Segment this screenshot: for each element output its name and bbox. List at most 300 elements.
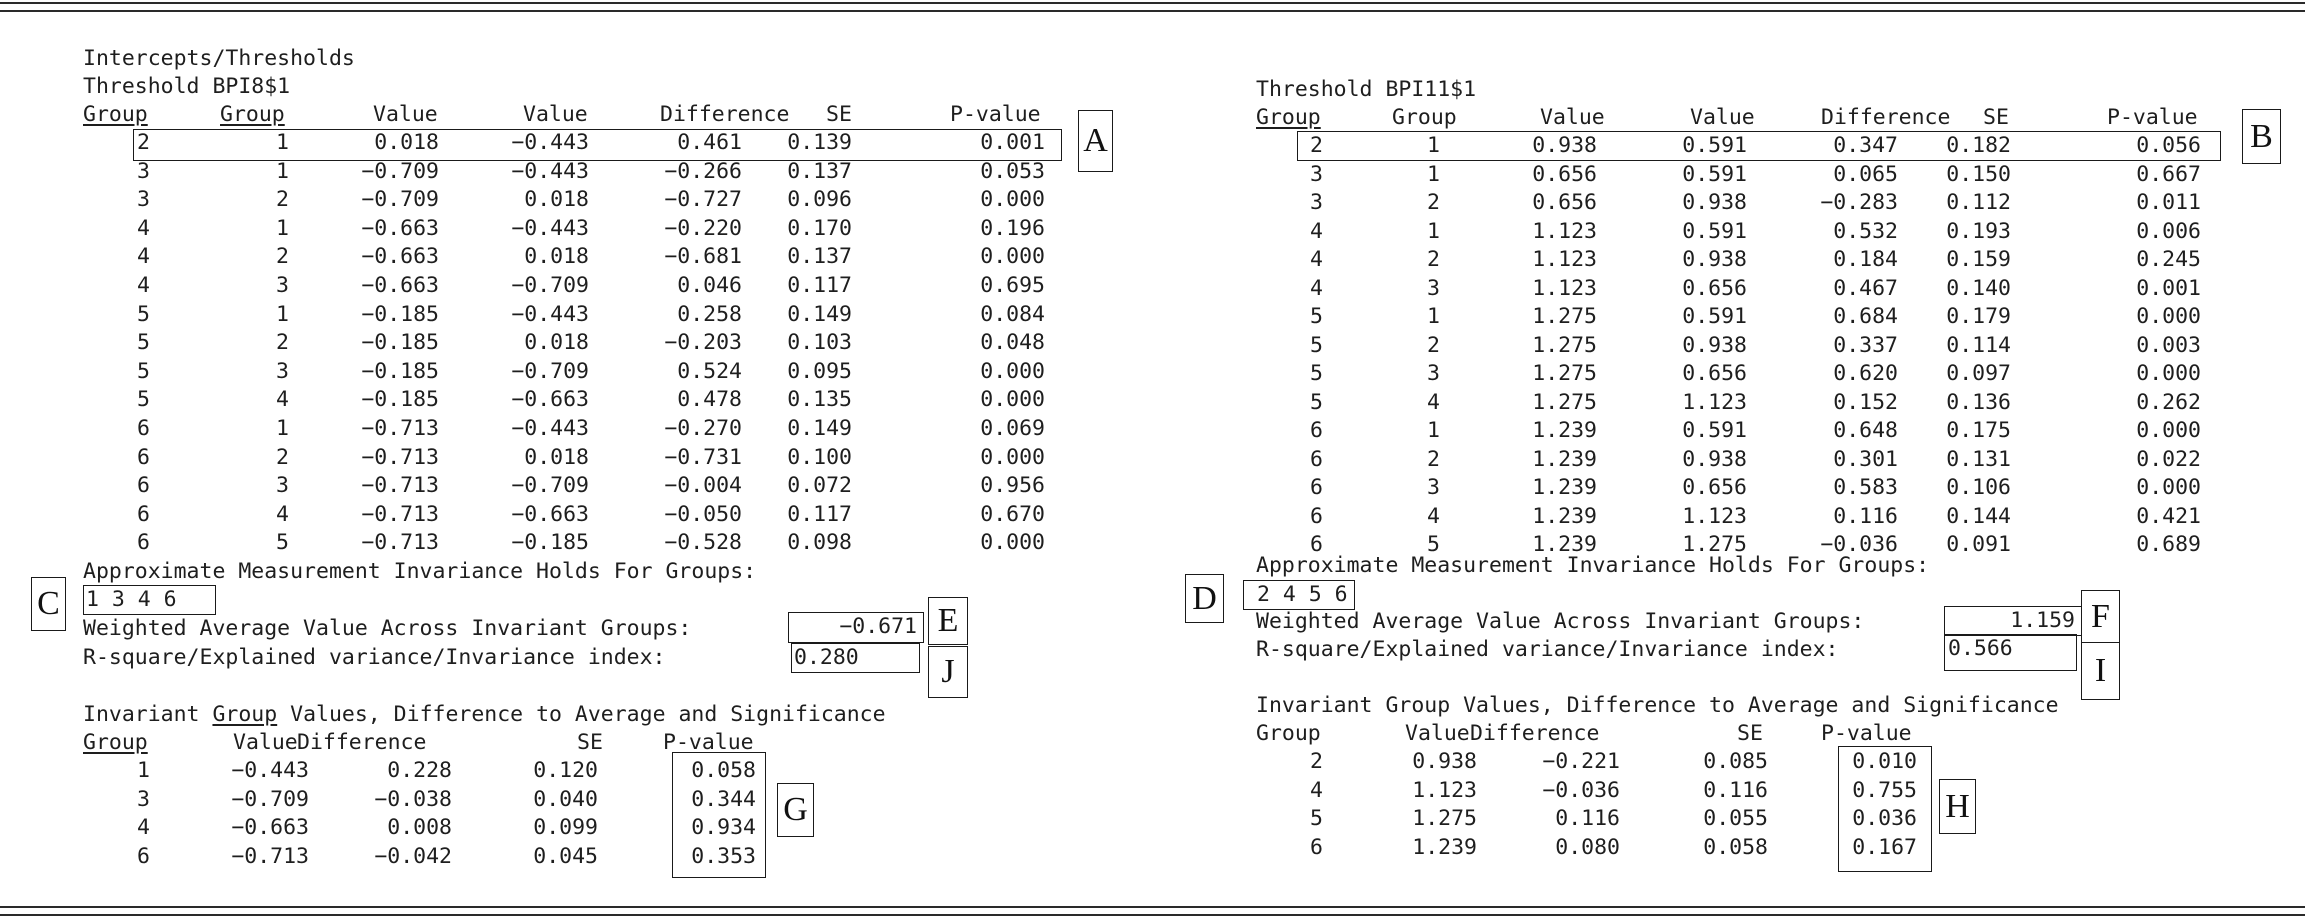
table-cell: 0.010	[1852, 749, 1917, 774]
table-cell: 4	[1310, 275, 1323, 301]
table-cell: 0.938	[1682, 332, 1747, 358]
table-cell: 6	[1310, 418, 1323, 443]
table-cell: 0.170	[787, 215, 852, 241]
left-inv-heading-group: Group	[212, 702, 278, 727]
table-cell: 4	[276, 387, 289, 413]
right-col-se: SE	[1983, 105, 2009, 130]
table-cell: 3	[1427, 361, 1440, 386]
right-weighted-label: Weighted Average Value Across Invariant Groups:	[1256, 609, 1865, 634]
tag-f: F	[2081, 590, 2120, 644]
table-cell: 0.344	[691, 786, 756, 812]
table-row	[0, 332, 2305, 361]
table-cell: 0.167	[1852, 834, 1917, 860]
table-cell: 0.152	[1833, 389, 1898, 415]
table-cell: 1.239	[1412, 834, 1477, 860]
table-cell: 3	[137, 187, 150, 213]
table-cell: 1	[276, 416, 289, 441]
table-cell: 0.046	[677, 273, 742, 298]
table-cell: 6	[1310, 503, 1323, 529]
table-cell: 1	[1427, 418, 1440, 443]
left-inv-col-pvalue: P-value	[663, 730, 754, 755]
table-cell: 5	[1310, 332, 1323, 358]
table-cell: 5	[1427, 532, 1440, 557]
table-cell: 4	[137, 215, 150, 241]
table-cell: 0.000	[2136, 418, 2201, 443]
table-cell: −0.283	[1820, 190, 1898, 215]
table-cell: 6	[137, 843, 150, 869]
left-inv-col-se: SE	[577, 730, 603, 755]
table-cell: 2	[1427, 446, 1440, 472]
table-cell: −0.443	[511, 416, 589, 441]
table-cell: 0.695	[980, 273, 1045, 298]
table-cell: 4	[1310, 247, 1323, 272]
table-cell: 5	[276, 530, 289, 556]
table-cell: 3	[1310, 161, 1323, 187]
table-cell: −0.185	[361, 330, 439, 356]
table-cell: 0.150	[1946, 161, 2011, 187]
table-cell: 5	[137, 387, 150, 413]
table-cell: 3	[1427, 275, 1440, 301]
table-cell: 0.001	[2136, 275, 2201, 301]
table-cell: 5	[137, 330, 150, 356]
table-cell: 0.228	[387, 758, 452, 783]
tag-a: A	[1078, 110, 1113, 172]
tag-g: G	[777, 783, 814, 837]
left-inv-heading-pre: Invariant	[83, 702, 213, 727]
table-cell: 0.656	[1682, 475, 1747, 500]
table-cell: 4	[1427, 389, 1440, 415]
left-col-group2: Group	[220, 102, 285, 127]
table-cell: 3	[276, 358, 289, 384]
table-cell: 6	[137, 473, 150, 499]
right-col-value2: Value	[1690, 105, 1755, 130]
table-cell: −0.220	[664, 215, 742, 241]
left-col-se: SE	[826, 102, 852, 127]
table-cell: 0.656	[1532, 161, 1597, 187]
table-row	[0, 531, 2305, 560]
table-cell: 0.139	[787, 130, 852, 155]
table-cell: −0.731	[664, 444, 742, 470]
right-col-group2: Group	[1392, 105, 1457, 130]
table-cell: −0.004	[664, 473, 742, 499]
left-col-value2: Value	[523, 102, 588, 127]
table-cell: 5	[137, 358, 150, 384]
right-col-value1: Value	[1540, 105, 1605, 130]
table-cell: 0.159	[1946, 247, 2011, 272]
table-cell: 1.123	[1682, 389, 1747, 415]
top-rule-2	[0, 10, 2305, 12]
table-cell: 0.137	[787, 244, 852, 270]
table-cell: 0.467	[1833, 275, 1898, 301]
right-approx-label: Approximate Measurement Invariance Holds For Groups:	[1256, 553, 1930, 578]
table-cell: 6	[137, 416, 150, 441]
tag-h: H	[1939, 779, 1976, 834]
table-cell: 0.000	[2136, 361, 2201, 386]
table-cell: 0.684	[1833, 304, 1898, 329]
table-cell: −0.713	[361, 444, 439, 470]
table-cell: 3	[137, 786, 150, 812]
table-cell: 0.667	[2136, 161, 2201, 187]
table-cell: 0.112	[1946, 190, 2011, 215]
table-cell: 0.069	[980, 416, 1045, 441]
table-cell: 0.175	[1946, 418, 2011, 443]
table-cell: 3	[276, 273, 289, 298]
table-cell: 0.179	[1946, 304, 2011, 329]
table-cell: −0.713	[231, 843, 309, 869]
table-cell: 0.103	[787, 330, 852, 356]
table-cell: 4	[1310, 777, 1323, 803]
table-cell: −0.270	[664, 416, 742, 441]
tag-e: E	[928, 597, 968, 645]
table-cell: 0.018	[524, 330, 589, 356]
table-cell: 0.149	[787, 301, 852, 327]
table-cell: 0.018	[374, 130, 439, 155]
table-cell: 0.117	[787, 501, 852, 527]
table-cell: 4	[276, 501, 289, 527]
table-cell: 6	[1310, 834, 1323, 860]
table-cell: 1.275	[1532, 304, 1597, 329]
table-cell: 0.591	[1682, 418, 1747, 443]
table-cell: 0.583	[1833, 475, 1898, 500]
table-cell: 0.000	[980, 187, 1045, 213]
table-cell: 6	[137, 444, 150, 470]
right-rsquare-label: R-square/Explained variance/Invariance index:	[1256, 637, 1839, 662]
table-row	[0, 474, 2305, 503]
table-cell: 0.656	[1682, 275, 1747, 301]
table-cell: 0.591	[1682, 161, 1747, 187]
table-cell: 0.135	[787, 387, 852, 413]
left-inv-col-difference: Difference	[297, 730, 427, 755]
table-cell: −0.663	[361, 273, 439, 298]
table-cell: 5	[137, 301, 150, 327]
table-cell: 0.065	[1833, 161, 1898, 187]
table-cell: 0.048	[980, 330, 1045, 356]
table-cell: −0.050	[664, 501, 742, 527]
table-cell: 0.036	[1852, 806, 1917, 831]
table-cell: 0.018	[524, 444, 589, 470]
left-col-group1: Group	[83, 102, 148, 127]
table-cell: 0.058	[1703, 834, 1768, 860]
table-cell: 0.056	[2136, 133, 2201, 158]
table-cell: 5	[1310, 389, 1323, 415]
table-row	[0, 834, 2305, 863]
table-cell: 5	[1310, 361, 1323, 386]
table-cell: 0.353	[691, 843, 756, 869]
table-cell: 2	[1310, 749, 1323, 774]
table-cell: −0.709	[511, 473, 589, 499]
table-cell: 1.123	[1682, 503, 1747, 529]
table-cell: 1	[1427, 218, 1440, 244]
tag-c: C	[31, 577, 66, 631]
table-cell: −0.663	[511, 387, 589, 413]
table-cell: −0.443	[511, 130, 589, 155]
table-cell: 0.140	[1946, 275, 2011, 301]
table-cell: −0.528	[664, 530, 742, 556]
bottom-rule-2	[0, 914, 2305, 916]
table-cell: 0.670	[980, 501, 1045, 527]
table-row	[0, 417, 2305, 446]
table-cell: 0.000	[980, 244, 1045, 270]
table-cell: 0.258	[677, 301, 742, 327]
table-cell: −0.663	[361, 215, 439, 241]
table-cell: 1.275	[1682, 532, 1747, 557]
table-cell: 3	[276, 473, 289, 499]
table-cell: 0.656	[1532, 190, 1597, 215]
table-cell: 0.001	[980, 130, 1045, 155]
table-cell: 0.091	[1946, 532, 2011, 557]
table-cell: −0.709	[361, 187, 439, 213]
table-cell: 0.461	[677, 130, 742, 155]
table-cell: 0.337	[1833, 332, 1898, 358]
left-col-value1: Value	[373, 102, 438, 127]
table-cell: 1.123	[1412, 777, 1477, 803]
table-cell: 1.239	[1532, 418, 1597, 443]
table-cell: 0.080	[1555, 834, 1620, 860]
table-cell: 0.018	[524, 187, 589, 213]
table-cell: 1.239	[1532, 503, 1597, 529]
table-cell: 0.136	[1946, 389, 2011, 415]
table-cell: 1.239	[1532, 446, 1597, 472]
right-col-pvalue: P-value	[2107, 105, 2198, 130]
table-cell: 0.591	[1682, 218, 1747, 244]
table-cell: 0.532	[1833, 218, 1898, 244]
right-invariant-heading: Invariant Group Values, Difference to Average and Significance	[1256, 693, 2059, 718]
table-cell: 0.193	[1946, 218, 2011, 244]
table-cell: 0.301	[1833, 446, 1898, 472]
left-threshold-title: Threshold BPI8$1	[83, 74, 291, 99]
table-cell: 1	[137, 758, 150, 783]
table-cell: −0.709	[361, 158, 439, 184]
table-cell: −0.443	[231, 758, 309, 783]
table-cell: 0.689	[2136, 532, 2201, 557]
table-cell: 0.116	[1703, 777, 1768, 803]
table-cell: 0.591	[1682, 304, 1747, 329]
table-cell: 0.096	[787, 187, 852, 213]
table-cell: 0.084	[980, 301, 1045, 327]
table-cell: 0.421	[2136, 503, 2201, 529]
table-cell: −0.036	[1820, 532, 1898, 557]
table-cell: 0.938	[1682, 247, 1747, 272]
table-cell: 0.656	[1682, 361, 1747, 386]
table-cell: 2	[137, 130, 150, 155]
table-cell: −0.042	[374, 843, 452, 869]
table-cell: 1.239	[1532, 475, 1597, 500]
table-cell: 0.620	[1833, 361, 1898, 386]
table-cell: 0.106	[1946, 475, 2011, 500]
table-row	[0, 161, 2305, 190]
table-cell: 0.000	[980, 530, 1045, 556]
table-cell: 0.144	[1946, 503, 2011, 529]
table-cell: 0.000	[980, 444, 1045, 470]
right-inv-col-group: Group	[1256, 721, 1321, 746]
tag-i: I	[2081, 642, 2120, 700]
table-cell: 0.100	[787, 444, 852, 470]
table-cell: 1	[276, 301, 289, 327]
table-cell: 4	[1310, 218, 1323, 244]
table-cell: 0.099	[533, 815, 598, 840]
table-cell: 0.000	[980, 358, 1045, 384]
table-cell: 1	[276, 215, 289, 241]
right-inv-col-difference: Difference	[1470, 721, 1600, 746]
table-row	[0, 446, 2305, 475]
table-cell: 0.055	[1703, 806, 1768, 831]
table-cell: −0.709	[511, 273, 589, 298]
table-cell: 0.116	[1555, 806, 1620, 831]
table-cell: 2	[276, 187, 289, 213]
table-cell: 6	[1310, 532, 1323, 557]
table-cell: 0.116	[1833, 503, 1898, 529]
table-cell: 2	[1427, 332, 1440, 358]
table-cell: −0.185	[361, 387, 439, 413]
table-cell: 0.182	[1946, 133, 2011, 158]
table-cell: 0.262	[2136, 389, 2201, 415]
table-row	[0, 503, 2305, 532]
table-cell: −0.681	[664, 244, 742, 270]
table-cell: −0.038	[374, 786, 452, 812]
table-cell: 0.000	[2136, 304, 2201, 329]
table-cell: 4	[137, 244, 150, 270]
table-cell: 3	[1310, 190, 1323, 215]
left-rsquare-label: R-square/Explained variance/Invariance index:	[83, 645, 666, 670]
table-cell: −0.709	[511, 358, 589, 384]
table-cell: −0.727	[664, 187, 742, 213]
table-cell: 0.648	[1833, 418, 1898, 443]
table-cell: −0.203	[664, 330, 742, 356]
table-cell: 1	[276, 130, 289, 155]
table-cell: 2	[276, 330, 289, 356]
table-cell: 6	[1310, 446, 1323, 472]
table-cell: −0.185	[361, 358, 439, 384]
table-cell: −0.713	[361, 530, 439, 556]
left-heading: Intercepts/Thresholds	[83, 46, 355, 71]
table-cell: −0.185	[361, 301, 439, 327]
right-header-row	[0, 104, 2305, 133]
table-cell: 0.524	[677, 358, 742, 384]
right-inv-col-pvalue: P-value	[1821, 721, 1912, 746]
table-cell: 2	[276, 444, 289, 470]
left-inv-heading-post: Values, Difference to Average and Significance	[277, 702, 886, 727]
table-cell: −0.221	[1542, 749, 1620, 774]
table-cell: 0.137	[787, 158, 852, 184]
table-cell: 0.040	[533, 786, 598, 812]
table-cell: 0.149	[787, 416, 852, 441]
left-rsquare-value: 0.280	[791, 643, 920, 673]
table-cell: 4	[1427, 503, 1440, 529]
right-rsquare-value: 0.566	[1944, 634, 2077, 671]
table-cell: −0.713	[361, 416, 439, 441]
table-cell: 0.097	[1946, 361, 2011, 386]
right-pvalue-box	[1838, 746, 1932, 872]
table-cell: 4	[137, 815, 150, 840]
table-cell: 0.938	[1682, 446, 1747, 472]
table-cell: 0.072	[787, 473, 852, 499]
table-cell: 1	[1427, 161, 1440, 187]
table-cell: −0.709	[231, 786, 309, 812]
table-cell: 0.478	[677, 387, 742, 413]
right-col-group1: Group	[1256, 105, 1321, 130]
table-cell: 1.123	[1532, 218, 1597, 244]
table-cell: 1.239	[1532, 532, 1597, 557]
table-cell: 5	[1310, 806, 1323, 831]
table-row	[0, 389, 2305, 418]
table-cell: 6	[137, 501, 150, 527]
table-cell: −0.443	[511, 301, 589, 327]
left-col-pvalue: P-value	[950, 102, 1041, 127]
table-cell: 0.591	[1682, 133, 1747, 158]
tag-b: B	[2242, 109, 2281, 164]
table-cell: 0.098	[787, 530, 852, 556]
table-cell: 1	[1427, 304, 1440, 329]
left-inv-col-group: Group	[83, 730, 148, 755]
right-col-difference: Difference	[1821, 105, 1951, 130]
table-cell: 0.095	[787, 358, 852, 384]
table-cell: 0.938	[1412, 749, 1477, 774]
table-cell: 0.000	[980, 387, 1045, 413]
table-cell: −0.443	[511, 215, 589, 241]
left-weighted-value: −0.671	[788, 612, 924, 643]
table-row	[0, 189, 2305, 218]
table-row	[0, 360, 2305, 389]
table-cell: 0.000	[2136, 475, 2201, 500]
top-rule-1	[0, 2, 2305, 4]
table-cell: 0.008	[387, 815, 452, 840]
table-cell: 0.053	[980, 158, 1045, 184]
table-cell: 2	[1310, 133, 1323, 158]
table-cell: 1.275	[1532, 389, 1597, 415]
table-row	[0, 246, 2305, 275]
table-cell: −0.663	[231, 815, 309, 840]
table-cell: 6	[137, 530, 150, 556]
right-threshold-title: Threshold BPI11$1	[1256, 77, 1477, 102]
table-cell: 1.275	[1412, 806, 1477, 831]
table-cell: 0.131	[1946, 446, 2011, 472]
table-cell: 1.275	[1532, 361, 1597, 386]
table-cell: 3	[1427, 475, 1440, 500]
table-cell: −0.663	[511, 501, 589, 527]
table-cell: 0.196	[980, 215, 1045, 241]
table-row	[0, 748, 2305, 777]
table-cell: 0.347	[1833, 133, 1898, 158]
right-invariant-groups: 2 4 5 6	[1243, 580, 1355, 610]
table-cell: 1.123	[1532, 275, 1597, 301]
table-cell: 0.011	[2136, 190, 2201, 215]
left-invariant-groups: 1 3 4 6	[83, 585, 216, 615]
table-cell: 0.085	[1703, 749, 1768, 774]
table-cell: 0.934	[691, 815, 756, 840]
table-cell: 0.114	[1946, 332, 2011, 358]
left-approx-label: Approximate Measurement Invariance Holds For Groups:	[83, 559, 757, 584]
bottom-rule-1	[0, 906, 2305, 908]
right-inv-col-se: SE	[1737, 721, 1763, 746]
table-cell: −0.266	[664, 158, 742, 184]
table-cell: 0.018	[524, 244, 589, 270]
table-cell: 1.123	[1532, 247, 1597, 272]
table-cell: 2	[276, 244, 289, 270]
right-highlight-row-box	[1297, 131, 2221, 161]
left-inv-col-value: Value	[233, 730, 298, 755]
table-cell: 0.022	[2136, 446, 2201, 472]
table-cell: 0.117	[787, 273, 852, 298]
table-cell: 0.045	[533, 843, 598, 869]
table-cell: 6	[1310, 475, 1323, 500]
table-cell: 1	[1427, 133, 1440, 158]
table-cell: 0.003	[2136, 332, 2201, 358]
table-cell: 0.120	[533, 758, 598, 783]
right-weighted-value: 1.159	[1944, 606, 2094, 636]
tag-d: D	[1185, 574, 1224, 623]
table-cell: 1	[276, 158, 289, 184]
right-inv-col-value: Value	[1405, 721, 1470, 746]
